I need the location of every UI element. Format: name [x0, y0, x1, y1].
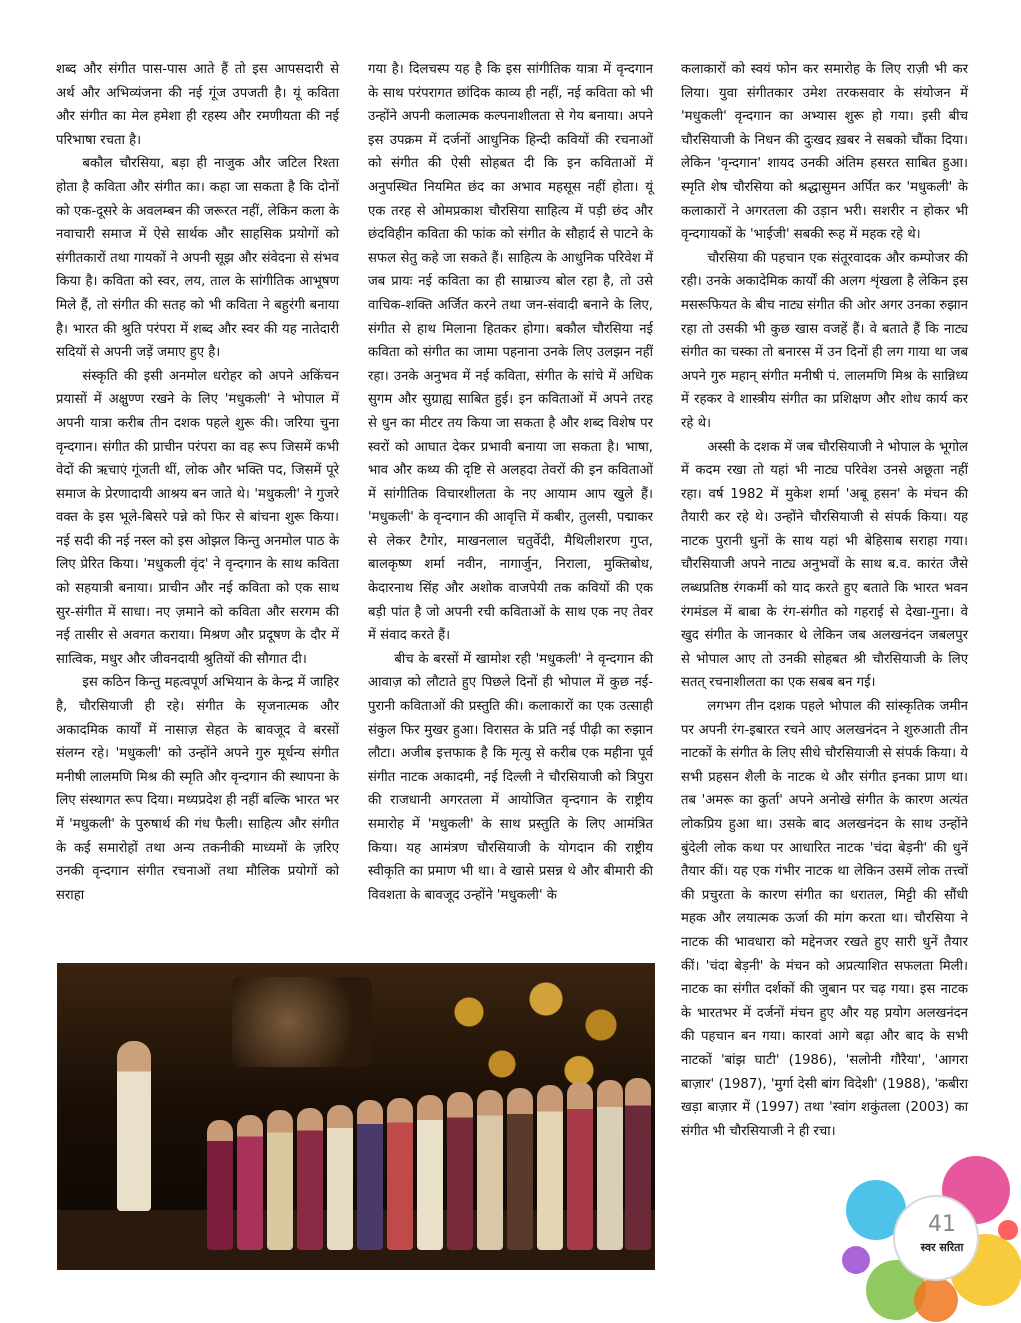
paragraph: संस्कृति की इसी अनमोल धरोहर को अपने अकिंचन प्रयासों में अक्षुण्ण रखने के लिए 'मधुकली' ने भोपाल में अपनी यात्रा करीब तीन दशक पहले शुरू की। जरिया चुना वृन्दगान। संगीत की प्राचीन परंपरा का वह रूप जिसमें कभी वेदों की ऋचाएं गूंजती थीं, लोक और भक्ति पद, जिसमें पूरे समाज के प्रेरणादायी आश्रय बन जाते थे। 'मधुकली' ने गुजरे वक्त के इस भूले-बिसरे पन्ने को फिर से बांचना शुरू किया। नई सदी की नई नस्ल को इस ओझल किन्तु अनमोल पाठ के लिए प्रेरित किया। 'मधुकली वृंद' ने वृन्दगान के साथ कविता को सहयात्री बनाया। प्राचीन और नई कविता को एक साथ सुर-संगीत में साधा। नए ज़माने को कविता और सरगम की नई तासीर से अवगत कराया। मिश्रण और प्रदूषण के दौर में सात्विक, मधुर और जीवनदायी श्रुतियों की सौगात दी। — [56, 368, 339, 667]
singer-figure — [297, 1108, 323, 1250]
article-column-1 — [56, 58, 339, 907]
singer-figure — [597, 1080, 623, 1250]
singer-figure — [237, 1115, 263, 1250]
stage-banner — [232, 977, 372, 1067]
conductor-figure — [117, 1041, 151, 1211]
singer-figure — [327, 1105, 353, 1250]
choir-performance-photo — [57, 963, 655, 1270]
singer-figure — [447, 1092, 473, 1250]
paragraph: लगभग तीन दशक पहले भोपाल की सांस्कृतिक जमीन पर अपनी रंग-इबारत रचने आए अलखनंदन ने शुरुआती तीन नाटकों के संगीत के लिए सीधे चौरसियाजी से संपर्क किया। ये सभी प्रहसन शैली के नाटक थे और संगीत इनका प्राण था। तब 'अमरू का कुर्ता' अपने अनोखे संगीत के कारण अत्यंत लोकप्रिय हुआ था। उसके बाद अलखनंदन के साथ उन्होंने बुंदेली लोक कथा पर आधारित नाटक 'चंदा बेड़नी' की धुनें तैयार कीं। यह एक गंभीर नाटक था लेकिन उसमें लोक तत्त्वों की प्रचुरता के कारण संगीत का धरातल, मिट्टी की सौंधी महक और लयात्मक ऊर्जा की मांग करता था। चौरसिया ने नाटक की भावधारा को मद्देनजर रखते हुए सारी धुनें तैयार कीं। 'चंदा बेड़नी' के मंचन को अप्रत्याशित सफलता मिली। नाटक का संगीत दर्शकों की जुबान पर चढ़ गया। इस नाटक के भारतभर में दर्जनों मंचन हुए और यह प्रयोग अलखनंदन की पहचान बन गया। कारवां आगे बढ़ा और बाद के सभी नाटकों 'बांझ घाटी' (1986), 'सलोनी गौरैया', 'आगरा बाज़ार' (1987), 'मुर्गा देसी बांग विदेशी' (1988), 'कबीरा खड़ा बाज़ार में (1997) तथा 'स्वांग शकुंतला (2003) का संगीत भी चौरसियाजी ने ही रचा। — [681, 699, 968, 1139]
singer-figure — [537, 1085, 563, 1250]
singer-figure — [387, 1098, 413, 1250]
magazine-name: स्वर सरिता — [920, 1241, 964, 1254]
singer-figure — [567, 1082, 593, 1250]
article-column-2 — [368, 58, 653, 907]
paragraph: गया है। दिलचस्प यह है कि इस सांगीतिक यात्रा में वृन्दगान के साथ परंपरागत छांदिक काव्य ही नहीं, नई कविता को भी उन्होंने अपनी कलात्मक कल्पनाशीलता से गेय बनाया। अपने इस उपक्रम में दर्जनों आधुनिक हिन्दी कवियों की रचनाओं को संगीत की ऐसी सोहबत दी कि इन कविताओं में अनुपस्थित नियमित छंद का अभाव महसूस नहीं होता। यूं एक तरह से ओमप्रकाश चौरसिया साहित्य में पड़ी छंद और छंदविहीन कविता की फांक को संगीत के सौहार्द से पाटने के सफल सेतु कहे जा सकते हैं। साहित्य के आधुनिक परिवेश में जब प्रायः नई कविता का ही साम्राज्य बोल रहा है, तो उसे वाचिक-शक्ति अर्जित करने तथा जन-संवादी बनाने के लिए, संगीत से हाथ मिलाना हितकर होगा। बकौल चौरसिया नई कविता को संगीत का जामा पहनाना उनके लिए उलझन नहीं रहा। उनके अनुभव में नई कविता, संगीत के सांचे में अधिक सुगम और सुग्राह्य साबित हुई। इन कविताओं में अपने तरह से धुन का मीटर तय किया जा सकता है और शब्द विशेष पर स्वरों को आघात देकर प्रभावी बनाया जा सकता है। भाषा, भाव और कथ्य की दृष्टि से अलहदा तेवरों की इन कविताओं में सांगीतिक विचारशीलता के नए आयाम आप खुले हैं। 'मधुकली' के वृन्दगान की आवृत्ति में कबीर, तुलसी, पद्माकर से लेकर टैगोर, माखनलाल चतुर्वेदी, मैथिलीशरण गुप्त, बालकृष्ण शर्मा नवीन, नागार्जुन, निराला, मुक्तिबोध, केदारनाथ सिंह और अशोक वाजपेयी तक कवियों की एक बड़ी पांत है जो अपनी रची कविताओं के साथ एक नए तेवर में संवाद करते हैं। — [368, 62, 653, 644]
paragraph: शब्द और संगीत पास-पास आते हैं तो इस आपसदारी से अर्थ और अभिव्यंजना की नई गूंज उपजती है। यूं कविता और संगीत का मेल हमेशा ही रहस्य और रमणीयता की नई परिभाषा रचता है। — [56, 62, 339, 148]
paragraph: चौरसिया की पहचान एक संतूरवादक और कम्पोजर की रही। उनके अकादेमिक कार्यों की अलग शृंखला है लेकिन इस मसरूफियत के बीच नाट्य संगीत की ओर अगर उनका रुझान रहा तो उसकी भी कुछ खास वजहें हैं। वे बताते हैं कि नाट्य संगीत का चस्का तो बनारस में उन दिनों ही लग गाया था जब अपने गुरु महान् संगीत मनीषी पं. लालमणि मिश्र के सान्निध्य में रहकर वे शास्त्रीय संगीत का प्रशिक्षण और शोध कार्य कर रहे थे। — [681, 250, 968, 431]
singer-figure — [207, 1120, 233, 1250]
article-column-3 — [681, 58, 968, 1143]
stage-floor — [57, 1210, 655, 1270]
paragraph: कलाकारों को स्वयं फोन कर समारोह के लिए राज़ी भी कर लिया। युवा संगीतकार उमेश तरकसवार के संयोजन में 'मधुकली' वृन्दगान का अभ्यास शुरू हो गया। इसी बीच चौरसियाजी के निधन की दुःखद ख़बर ने सबको चौंका दिया। लेकिन 'वृन्दगान' शायद उनकी अंतिम हसरत साबित हुआ। स्मृति शेष चौरसिया को श्रद्धासुमन अर्पित कर 'मधुकली' के कलाकारों ने अगरतला की उड़ान भरी। सशरीर न होकर भी वृन्दगायकों के 'भाईजी' सबकी रूह में महक रहे थे। — [681, 62, 968, 243]
singer-figure — [417, 1095, 443, 1250]
singer-figure — [357, 1100, 383, 1250]
paragraph: इस कठिन किन्तु महत्वपूर्ण अभियान के केन्द्र में जाहिर है, चौरसियाजी ही रहे। संगीत के सृजनात्मक और अकादमिक कार्यों में नासाज़ सेहत के बावजूद वे बरसों संलग्न रहे। 'मधुकली' को उन्होंने अपने गुरु मूर्धन्य संगीत मनीषी लालमणि मिश्र की स्मृति और वृन्दगान की स्थापना के लिए संस्थागत रूप दिया। मध्यप्रदेश ही नहीं बल्कि भारत भर में 'मधुकली' के पुरुषार्थ की गंध फैली। साहित्य और संगीत के कई समारोहों तथा अन्य तकनीकी माध्यमों के ज़रिए उनकी वृन्दगान संगीत रचनाओं तथा मौलिक प्रयोगों को सराहा — [56, 675, 339, 903]
paragraph: बीच के बरसों में खामोश रही 'मधुकली' ने वृन्दगान की आवाज़ को लौटाते हुए पिछले दिनों ही भोपाल में कुछ नई-पुरानी कविताओं की प्रस्तुति की। कलाकारों का एक उत्साही संकुल फिर मुखर हुआ। विरासत के प्रति नई पीढ़ी का रुझान लौटा। अजीब इत्तफाक है कि मृत्यु से करीब एक महीना पूर्व संगीत नाटक अकादमी, नई दिल्ली ने चौरसियाजी को त्रिपुरा की राजधानी अगरतला में आयोजित वृन्दगान के राष्ट्रीय समारोह में 'मधुकली' के साथ प्रस्तुति के लिए आमंत्रित किया। यह आमंत्रण चौरसियाजी के योगदान की राष्ट्रीय स्वीकृति का प्रमाण भी था। वे खासे प्रसन्न थे और बीमारी की विवशता के बावजूद उन्होंने 'मधुकली' के — [368, 651, 653, 903]
paragraph: अस्सी के दशक में जब चौरसियाजी ने भोपाल के भूगोल में कदम रखा तो यहां भी नाट्य परिवेश उनसे अछूता नहीं रहा। वर्ष 1982 में मुकेश शर्मा 'अबू हसन' के मंचन की तैयारी कर रहे थे। उन्होंने चौरसियाजी से संपर्क किया। यह नाटक पुरानी धुनों के साथ यहां भी बेहिसाब सराहा गया। चौरसियाजी अपने नाट्य अनुभवों के साथ ब.व. कारंत जैसे लब्धप्रतिष्ठ रंगकर्मी को याद करते हुए बताते कि भारत भवन रंगमंडल में बाबा के रंग-संगीत को गहराई से देखा-गुना। वे खुद संगीत के जानकार थे लेकिन जब अलखनंदन जबलपुर से भोपाल आए तो उनकी सोहबत श्री चौरसियाजी के लिए सतत् रचनाशीलता का एक सबब बन गई। — [681, 439, 968, 691]
singer-figure — [625, 1078, 651, 1250]
page-number: 41 — [928, 1212, 956, 1237]
singer-figure — [507, 1088, 533, 1250]
singer-figure — [477, 1090, 503, 1250]
singer-figure — [267, 1110, 293, 1250]
paragraph: बकौल चौरसिया, बड़ा ही नाजुक और जटिल रिश्ता होता है कविता और संगीत का। कहा जा सकता है कि दोनों को एक-दूसरे के अवलम्बन की जरूरत नहीं, लेकिन कला के नवाचारी समाज में ऐसे सार्थक और साहसिक प्रयोगों को संगीतकारों तथा गायकों ने अपनी सूझ और संवेदना से संभव किया है। कविता को स्वर, लय, ताल के सांगीतिक आभूषण मिले हैं, तो संगीत की सतह को भी कविता ने बहुरंगी बनाया है। भारत की श्रुति परंपरा में शब्द और स्वर की यह नातेदारी सदियों से अपनी जड़ें जमाए हुए है। — [56, 156, 339, 361]
